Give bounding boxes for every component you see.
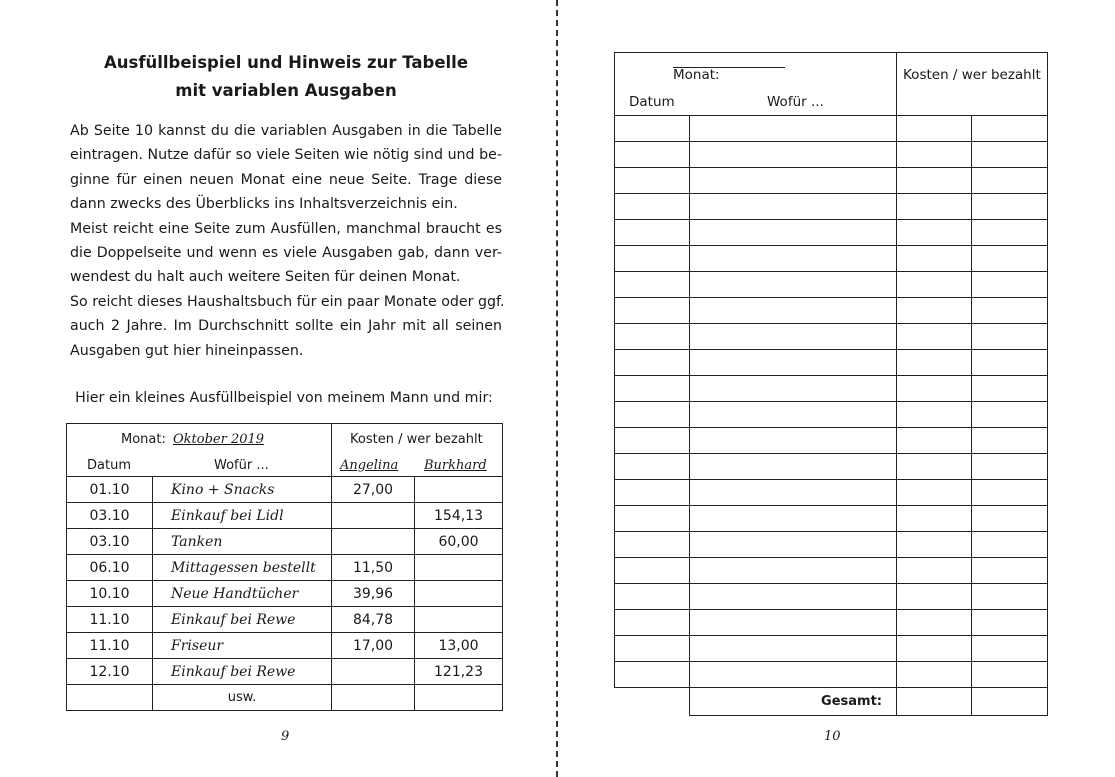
blank-cell[interactable] (972, 246, 1048, 272)
cell-p2: 13,00 (415, 633, 503, 659)
paragraph-line: wendest du halt auch weitere Seiten für deinen Monat. (70, 269, 461, 286)
cell-date: 03.10 (67, 503, 153, 529)
blank-cell[interactable] (615, 532, 690, 558)
blank-cell[interactable] (897, 350, 972, 376)
blank-cell[interactable] (897, 532, 972, 558)
blank-cell[interactable] (615, 454, 690, 480)
total-cell[interactable] (897, 688, 972, 716)
blank-cell[interactable] (972, 506, 1048, 532)
paragraph-line: Ausgaben gut hier hineinpassen. (70, 342, 304, 359)
person1-name: Angelina (340, 458, 399, 473)
blank-cell[interactable] (972, 402, 1048, 428)
instructions-paragraph (70, 119, 505, 363)
cell-p2: 60,00 (415, 529, 503, 555)
blank-row (615, 376, 1048, 402)
blank-cell[interactable] (690, 506, 897, 532)
blank-cell[interactable] (690, 662, 897, 688)
blank-cell[interactable] (897, 220, 972, 246)
blank-cell[interactable] (690, 376, 897, 402)
blank-cell[interactable] (897, 662, 972, 688)
blank-cell[interactable] (615, 324, 690, 350)
cell-date: 06.10 (67, 555, 153, 581)
table-row-usw (67, 685, 503, 711)
blank-row (615, 298, 1048, 324)
blank-row (615, 272, 1048, 298)
paragraph-line: dann zwecks des Überblicks ins Inhaltsverzeichnis ein. (70, 196, 458, 213)
example-intro: Hier ein kleines Ausfüllbeispiel von meinem Mann und mir: (75, 390, 493, 406)
cell-desc: Mittagessen bestellt (153, 555, 332, 581)
blank-cell[interactable] (897, 194, 972, 220)
desc-header: Wofür ... (214, 458, 269, 473)
blank-cell[interactable] (972, 116, 1048, 142)
blank-row (615, 636, 1048, 662)
blank-cell[interactable] (972, 298, 1048, 324)
blank-cell[interactable] (690, 246, 897, 272)
blank-cell[interactable] (690, 168, 897, 194)
blank-cell[interactable] (972, 324, 1048, 350)
paragraph-line: Ab Seite 10 kannst du die variablen Ausgaben in die Tabelle (70, 123, 502, 139)
cell-p1: 39,96 (332, 581, 415, 607)
blank-row (615, 220, 1048, 246)
blank-row (615, 454, 1048, 480)
blank-row (615, 116, 1048, 142)
cell-p2: 154,13 (415, 503, 503, 529)
blank-cell[interactable] (972, 428, 1048, 454)
blank-cell[interactable] (690, 428, 897, 454)
blank-cell[interactable] (972, 636, 1048, 662)
cell-desc: Friseur (153, 633, 332, 659)
blank-cell[interactable] (897, 480, 972, 506)
empty-cell (615, 688, 690, 716)
blank-cell[interactable] (615, 272, 690, 298)
blank-cell[interactable] (690, 636, 897, 662)
blank-row (615, 428, 1048, 454)
blank-row (615, 506, 1048, 532)
blank-cell[interactable] (690, 480, 897, 506)
total-cell[interactable] (972, 688, 1048, 716)
cell-desc: Einkauf bei Rewe (153, 659, 332, 685)
blank-cell[interactable] (615, 220, 690, 246)
blank-cell[interactable] (615, 350, 690, 376)
blank-cell[interactable] (897, 324, 972, 350)
blank-cell[interactable] (972, 168, 1048, 194)
blank-cell[interactable] (615, 584, 690, 610)
blank-cell[interactable] (615, 558, 690, 584)
blank-row (615, 532, 1048, 558)
cell-date: 12.10 (67, 659, 153, 685)
cell-p2 (415, 477, 503, 503)
blank-row (615, 584, 1048, 610)
blank-cell[interactable] (897, 610, 972, 636)
blank-cell[interactable] (972, 610, 1048, 636)
cell-desc: Kino + Snacks (153, 477, 332, 503)
table-row (67, 607, 503, 633)
blank-cell[interactable] (897, 376, 972, 402)
blank-cell[interactable] (690, 142, 897, 168)
blank-cell[interactable] (690, 584, 897, 610)
desc-header: Wofür ... (767, 94, 824, 110)
blank-cell[interactable] (615, 402, 690, 428)
blank-row (615, 350, 1048, 376)
blank-cell[interactable] (690, 350, 897, 376)
empty-cell (415, 685, 503, 711)
cell-p2 (415, 607, 503, 633)
blank-cell[interactable] (897, 454, 972, 480)
usw-text: usw. (153, 685, 332, 711)
blank-cell[interactable] (897, 116, 972, 142)
blank-cell[interactable] (897, 506, 972, 532)
blank-cell[interactable] (972, 454, 1048, 480)
blank-cell[interactable] (690, 298, 897, 324)
blank-cell[interactable] (972, 272, 1048, 298)
blank-row (615, 168, 1048, 194)
blank-cell[interactable] (690, 402, 897, 428)
month-value: Oktober 2019 (173, 432, 265, 447)
blank-cell[interactable] (690, 610, 897, 636)
date-header: Datum (87, 458, 131, 473)
blank-cell[interactable] (690, 532, 897, 558)
blank-cell[interactable] (690, 116, 897, 142)
blank-cell[interactable] (897, 246, 972, 272)
blank-cell[interactable] (897, 142, 972, 168)
example-table (66, 423, 503, 711)
cell-desc: Tanken (153, 529, 332, 555)
blank-cell[interactable] (615, 376, 690, 402)
blank-row (615, 610, 1048, 636)
blank-cell[interactable] (897, 272, 972, 298)
blank-row (615, 558, 1048, 584)
total-label: Gesamt: (690, 688, 897, 716)
blank-expense-table (614, 52, 1048, 716)
blank-cell[interactable] (897, 168, 972, 194)
blank-cell[interactable] (615, 246, 690, 272)
table-row (67, 555, 503, 581)
blank-cell[interactable] (615, 428, 690, 454)
page-divider (556, 0, 558, 777)
table-row (67, 581, 503, 607)
blank-cell[interactable] (615, 610, 690, 636)
empty-cell (67, 685, 153, 711)
page-number-right: 10 (824, 729, 841, 744)
blank-cell[interactable] (972, 584, 1048, 610)
cell-p1 (332, 529, 415, 555)
total-row (615, 688, 1048, 716)
cell-date: 10.10 (67, 581, 153, 607)
blank-cell[interactable] (897, 402, 972, 428)
paragraph-line: auch 2 Jahre. Im Durchschnitt sollte ein Jahr mit all seinen (70, 318, 502, 335)
cell-p1 (332, 503, 415, 529)
cost-header: Kosten / wer bezahlt (903, 67, 1041, 83)
table-row (67, 529, 503, 555)
blank-cell[interactable] (897, 428, 972, 454)
paragraph-line: ginne für einen neuen Monat eine neue Seite. Trage diese (70, 171, 502, 188)
cell-p2: 121,23 (415, 659, 503, 685)
blank-cell[interactable] (972, 558, 1048, 584)
paragraph-line: die Doppelseite und wenn es viele Ausgaben gab, dann ver- (70, 244, 502, 261)
page-title-line-2: mit variablen Ausgaben (175, 81, 397, 100)
cell-desc: Einkauf bei Rewe (153, 607, 332, 633)
blank-cell[interactable] (972, 194, 1048, 220)
person2-name: Burkhard (424, 458, 487, 473)
example-table-header (67, 424, 503, 477)
blank-cell[interactable] (615, 506, 690, 532)
cell-p1: 17,00 (332, 633, 415, 659)
blank-row (615, 324, 1048, 350)
blank-cell[interactable] (972, 532, 1048, 558)
blank-row (615, 142, 1048, 168)
blank-cell[interactable] (972, 350, 1048, 376)
blank-cell[interactable] (690, 220, 897, 246)
blank-row (615, 662, 1048, 688)
blank-cell[interactable] (615, 116, 690, 142)
cell-p1: 11,50 (332, 555, 415, 581)
cell-date: 01.10 (67, 477, 153, 503)
page-number-left: 9 (281, 729, 290, 744)
blank-row (615, 246, 1048, 272)
table-row (67, 477, 503, 503)
blank-table-header: Monat: Datum Wofür ... Kosten / wer bezahlt (615, 53, 1048, 116)
blank-cell[interactable] (615, 298, 690, 324)
blank-cell[interactable] (690, 272, 897, 298)
blank-cell[interactable] (615, 142, 690, 168)
table-row (67, 633, 503, 659)
cell-p2 (415, 555, 503, 581)
empty-cell (332, 685, 415, 711)
blank-row (615, 480, 1048, 506)
cell-desc: Einkauf bei Lidl (153, 503, 332, 529)
blank-cell[interactable] (615, 662, 690, 688)
paragraph-line: So reicht dieses Haushaltsbuch für ein paar Monate oder ggf. (70, 293, 505, 310)
blank-cell[interactable] (897, 584, 972, 610)
paragraph-line: Meist reicht eine Seite zum Ausfüllen, manchmal braucht es (70, 220, 502, 237)
blank-cell[interactable] (615, 194, 690, 220)
cell-date: 03.10 (67, 529, 153, 555)
cell-p1 (332, 659, 415, 685)
month-label: Monat: (121, 432, 166, 447)
blank-cell[interactable] (690, 454, 897, 480)
blank-cell[interactable] (972, 220, 1048, 246)
date-header: Datum (629, 94, 675, 110)
cost-header: Kosten / wer bezahlt (350, 432, 483, 447)
blank-cell[interactable] (690, 194, 897, 220)
blank-cell[interactable] (972, 480, 1048, 506)
blank-cell[interactable] (972, 662, 1048, 688)
blank-cell[interactable] (897, 636, 972, 662)
cell-desc: Neue Handtücher (153, 581, 332, 607)
table-row (67, 659, 503, 685)
blank-cell[interactable] (972, 376, 1048, 402)
paragraph-line: eintragen. Nutze dafür so viele Seiten wie nötig sind und be- (70, 147, 502, 164)
cell-date: 11.10 (67, 633, 153, 659)
blank-cell[interactable] (615, 480, 690, 506)
cell-date: 11.10 (67, 607, 153, 633)
blank-cell[interactable] (615, 168, 690, 194)
blank-cell[interactable] (972, 142, 1048, 168)
cell-p2 (415, 581, 503, 607)
blank-cell[interactable] (690, 558, 897, 584)
blank-row (615, 194, 1048, 220)
blank-cell[interactable] (690, 324, 897, 350)
blank-cell[interactable] (897, 298, 972, 324)
month-blank-line (673, 67, 785, 68)
table-row (67, 503, 503, 529)
blank-cell[interactable] (615, 636, 690, 662)
cell-p1: 84,78 (332, 607, 415, 633)
blank-row (615, 402, 1048, 428)
page-title-line-1: Ausfüllbeispiel und Hinweis zur Tabelle (103, 53, 469, 72)
blank-cell[interactable] (897, 558, 972, 584)
cell-p1: 27,00 (332, 477, 415, 503)
